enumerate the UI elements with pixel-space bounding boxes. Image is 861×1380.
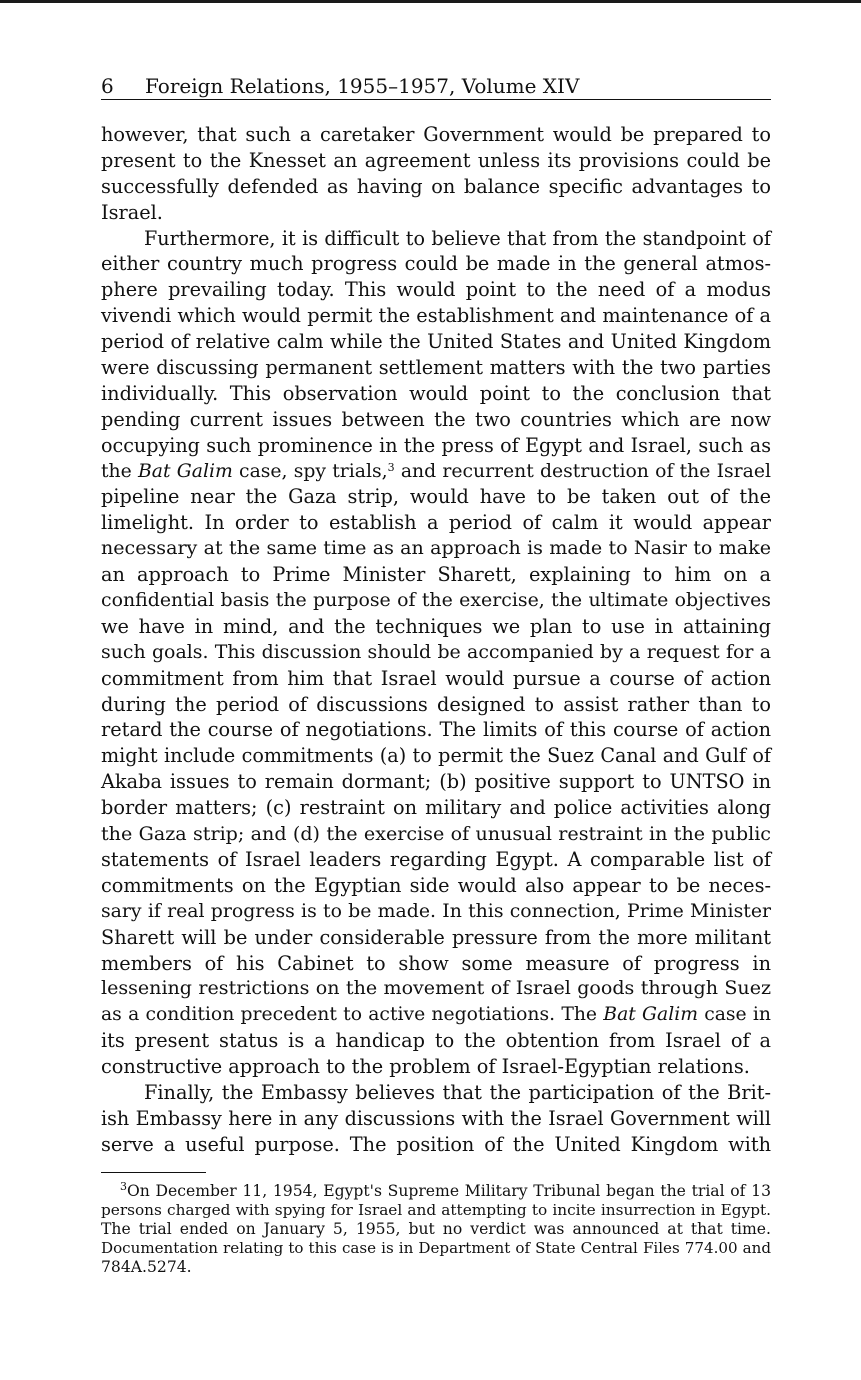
text-line: lessening restrictions on the movement of Israel goods through Suez (101, 977, 771, 1000)
text-line: retard the course of negotiations. The limits of this course of action (101, 718, 771, 742)
running-header (101, 74, 771, 100)
paragraph-2 (101, 226, 771, 1080)
text-line: Furthermore, it is difficult to believe that from the standpoint of (144, 226, 771, 250)
footnote-line: persons charged with spying for Israel and attempting to incite insurrection in Egypt. (101, 1200, 771, 1219)
text-segment: and recurrent destruction of the Israel (394, 460, 771, 482)
text-line: commitments on the Egyptian side would also appear to be neces- (101, 873, 771, 897)
text-line: either country much progress could be made in the general atmos- (101, 252, 771, 276)
ship-name-italic: Bat Galim (603, 1004, 698, 1026)
text-line: pipeline near the Gaza strip, would have to be taken out of the (101, 485, 771, 509)
footnote-line: Documentation relating to this case is in Department of State Central Files 774.00 and (101, 1238, 771, 1257)
text-line: such goals. This discussion should be accompanied by a request for a (101, 640, 771, 663)
text-line: its present status is a handicap to the obtention from Israel of a (101, 1029, 771, 1053)
volume-title: Foreign Relations, 1955–1957, Volume XIV (145, 74, 580, 98)
footnote-marker: 3 (120, 1180, 127, 1193)
text-line: Akaba issues to remain dormant; (b) positive support to UNTSO in (101, 770, 771, 794)
text-line: serve a useful purpose. The position of the United Kingdom with (101, 1132, 771, 1156)
text-line: sary if real progress is to be made. In this connection, Prime Minister (101, 899, 771, 922)
text-line: statements of Israel leaders regarding Egypt. A comparable list of (101, 847, 771, 871)
text-line: individually. This observation would point to the conclusion that (101, 381, 771, 405)
text-line (101, 459, 771, 485)
text-line (101, 1002, 771, 1028)
text-line: during the period of discussions designed to assist rather than to (101, 692, 771, 716)
paragraph-3 (101, 1080, 771, 1158)
text-segment: the (101, 460, 138, 482)
footnote-reference[interactable]: 3 (387, 460, 395, 474)
text-line: period of relative calm while the United States and United Kingdom (101, 330, 771, 354)
page-top-edge (0, 0, 861, 3)
text-line: occupying such prominence in the press of Egypt and Israel, such as (101, 433, 771, 457)
text-segment: case, spy trials, (232, 460, 388, 482)
paragraph-1 (101, 122, 771, 226)
text-line: present to the Knesset an agreement unless its provisions could be (101, 148, 771, 172)
text-line: members of his Cabinet to show some measure of progress in (101, 951, 771, 975)
footnote-line: 784A.5274. (101, 1257, 192, 1276)
footnote-divider (101, 1172, 206, 1173)
text-line: commitment from him that Israel would pursue a course of action (101, 666, 771, 690)
text-line: confidential basis the purpose of the exercise, the ultimate objectives (101, 589, 771, 612)
text-line: we have in mind, and the techniques we plan to use in attaining (101, 614, 771, 638)
text-segment: On December 11, 1954, Egypt's Supreme Military Tribunal began the trial of 13 (127, 1182, 771, 1200)
text-line: the Gaza strip; and (d) the exercise of unusual restraint in the public (101, 822, 771, 846)
footnote-line (101, 1182, 771, 1201)
footnote (101, 1182, 771, 1276)
text-line: Finally, the Embassy believes that the participation of the Brit- (144, 1080, 771, 1104)
text-line: Sharett will be under considerable pressure from the more militant (101, 925, 771, 949)
text-line: an approach to Prime Minister Sharett, explaining to him on a (101, 563, 771, 587)
ship-name-italic: Bat Galim (138, 460, 233, 482)
text-line: were discussing permanent settlement matters with the two parties (101, 356, 771, 380)
text-line: successfully defended as having on balance specific advantages to (101, 174, 771, 198)
text-line: ish Embassy here in any discussions with the Israel Government will (101, 1106, 771, 1130)
text-line: pending current issues between the two countries which are now (101, 407, 771, 431)
text-line: phere prevailing today. This would point to the need of a modus (101, 278, 771, 302)
footnote-line: The trial ended on January 5, 1955, but no verdict was announced at that time. (101, 1219, 771, 1238)
text-line: however, that such a caretaker Government would be prepared to (101, 123, 771, 146)
text-line: constructive approach to the problem of Israel-Egyptian relations. (101, 1055, 750, 1079)
text-line: Israel. (101, 200, 163, 224)
text-line: limelight. In order to establish a period of calm it would appear (101, 511, 771, 535)
text-line: border matters; (c) restraint on military and police activities along (101, 796, 771, 820)
text-segment: case in (697, 1004, 771, 1026)
text-segment: as a condition precedent to active negotiations. The (101, 1004, 604, 1026)
page-number: 6 (101, 74, 114, 98)
text-line: might include commitments (a) to permit the Suez Canal and Gulf of (101, 744, 771, 768)
main-text (101, 122, 771, 1158)
text-line: vivendi which would permit the establishment and maintenance of a (101, 304, 771, 328)
text-line: necessary at the same time as an approach is made to Nasir to make (101, 537, 771, 560)
